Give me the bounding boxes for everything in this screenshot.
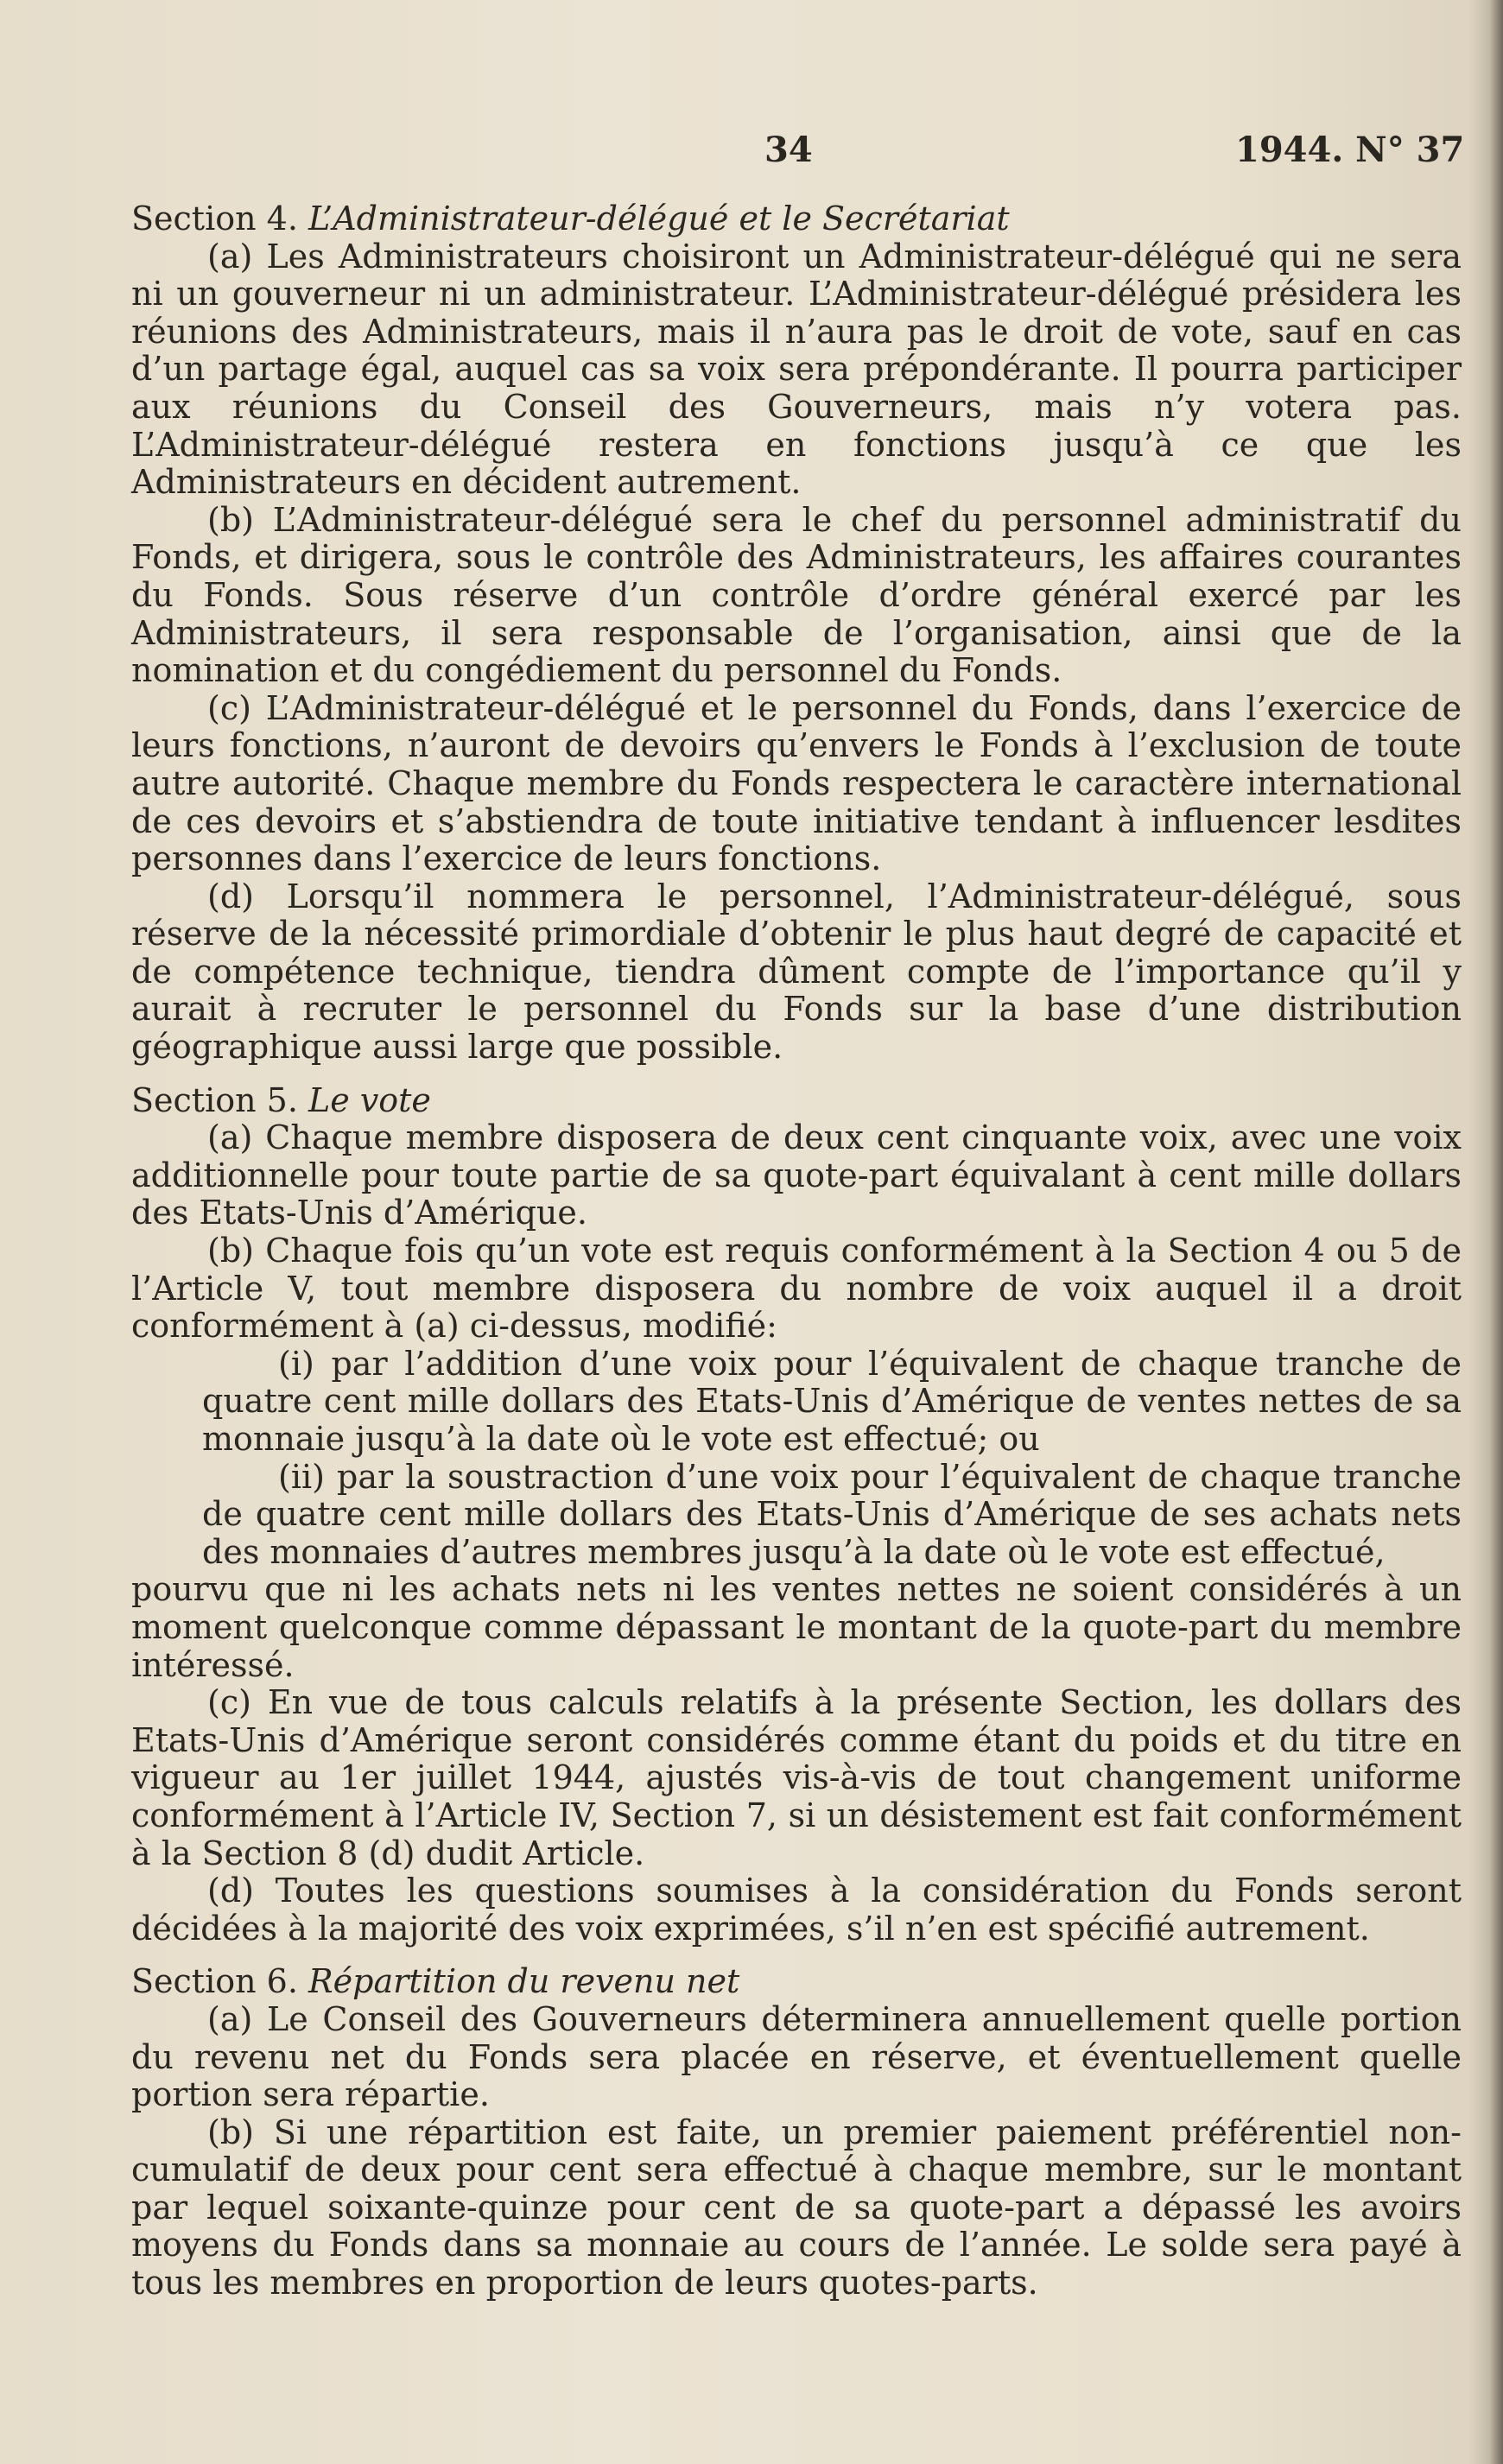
section-5-para-d: (d) Toutes les questions soumises à la considération du Fonds seront décidées à la majorité des voix exprimées, s’il n’en est spécifié autrement. xyxy=(131,1872,1462,1948)
section-4-title: L’Administrateur-délégué et le Secrétariat xyxy=(308,200,1010,238)
section-5-item-ii-continuation: pourvu que ni les achats nets ni les ventes nettes ne soient considérés à un moment quelconque comme dépassant le montant de la quote-part du membre intéressé. xyxy=(131,1570,1462,1684)
section-6-number: Section 6. xyxy=(131,1962,298,2001)
running-head: 1944. N° 37 xyxy=(1235,130,1465,170)
section-4-para-c: (c) L’Administrateur-délégué et le personnel du Fonds, dans l’exercice de leurs fonctions, n’auront de devoirs qu’envers le Fonds à l’exclusion de toute autre autorité. Chaque membre du Fonds respectera le caractère international de ces devoirs et s’abstiendra de toute initiative tendant à influencer lesdites personnes dans l’exercice de leurs fonctions. xyxy=(131,688,1462,878)
section-4-heading xyxy=(131,200,1462,238)
page-number: 34 xyxy=(764,130,813,170)
section-5-item-i: (i) par l’addition d’une voix pour l’équivalent de chaque tranche de quatre cent mille dollars des Etats-Unis d’Amérique de ventes nettes de sa monnaie jusqu’à la date où le vote est effectué; ou xyxy=(202,1344,1462,1458)
page-edge-shadow xyxy=(1468,0,1503,2464)
page-header xyxy=(0,130,1503,181)
section-6-para-a: (a) Le Conseil des Gouverneurs déterminera annuellement quelle portion du revenu net du Fonds sera placée en réserve, et éventuellement quelle portion sera répartie. xyxy=(131,1999,1462,2114)
section-5-para-a: (a) Chaque membre disposera de deux cent cinquante voix, avec une voix additionnelle pour toute partie de sa quote-part équivalant à cent mille dollars des Etats-Unis d’Amérique. xyxy=(131,1118,1462,1232)
section-6-heading xyxy=(131,1963,1462,2001)
section-6-para-b: (b) Si une répartition est faite, un premier paiement préférentiel non-cumulatif de deux pour cent sera effectué à chaque membre, sur le montant par lequel soixante-quinze pour cent de sa quote-part a dépassé les avoirs moyens du Fonds dans sa monnaie au cours de l’année. Le solde sera payé à tous les membres en proportion de leurs quotes-parts. xyxy=(131,2112,1462,2302)
section-4-para-b: (b) L’Administrateur-délégué sera le chef du personnel administratif du Fonds, et dirigera, sous le contrôle des Administrateurs, les affaires courantes du Fonds. Sous réserve d’un contrôle d’ordre général exercé par les Administrateurs, il sera responsable de l’organisation, ainsi que de la nomination et du congédiement du personnel du Fonds. xyxy=(131,500,1462,690)
document-body xyxy=(131,200,1462,2302)
section-4-number: Section 4. xyxy=(131,200,298,238)
section-4-para-d: (d) Lorsqu’il nommera le personnel, l’Administrateur-délégué, sous réserve de la nécessité primordiale d’obtenir le plus haut degré de capacité et de compétence technique, tiendra dûment compte de l’importance qu’il y aurait à recruter le personnel du Fonds sur la base d’une distribution géographique aussi large que possible. xyxy=(131,877,1462,1067)
section-5-heading xyxy=(131,1082,1462,1120)
section-5-para-c: (c) En vue de tous calculs relatifs à la présente Section, les dollars des Etats-Unis d’Amérique seront considérés comme étant du poids et du titre en vigueur au 1er juillet 1944, ajustés vis-à-vis de tout changement uniforme conformément à l’Article IV, Section 7, si un désistement est fait conformément à la Section 8 (d) dudit Article. xyxy=(131,1683,1462,1872)
section-4-para-a: (a) Les Administrateurs choisiront un Administrateur-délégué qui ne sera ni un gouverneur ni un administrateur. L’Administrateur-délégué présidera les réunions des Administrateurs, mais il n’aura pas le droit de vote, sauf en cas d’un partage égal, auquel cas sa voix sera prépondérante. Il pourra participer aux réunions du Conseil des Gouverneurs, mais n’y votera pas. L’Administrateur-délégué restera en fonctions jusqu’à ce que les Administrateurs en décident autrement. xyxy=(131,237,1462,502)
section-6-title: Répartition du revenu net xyxy=(308,1962,740,2001)
section-5-para-b: (b) Chaque fois qu’un vote est requis conformément à la Section 4 ou 5 de l’Article V, tout membre disposera du nombre de voix auquel il a droit conformément à (a) ci-dessus, modifié: xyxy=(131,1232,1462,1346)
section-5-number: Section 5. xyxy=(131,1080,298,1119)
section-5-title: Le vote xyxy=(308,1080,431,1119)
section-5-item-ii: (ii) par la soustraction d’une voix pour l’équivalent de chaque tranche de quatre cent mille dollars des Etats-Unis d’Amérique de ses achats nets des monnaies d’autres membres jusqu’à la date où le vote est effectué, xyxy=(202,1457,1462,1571)
